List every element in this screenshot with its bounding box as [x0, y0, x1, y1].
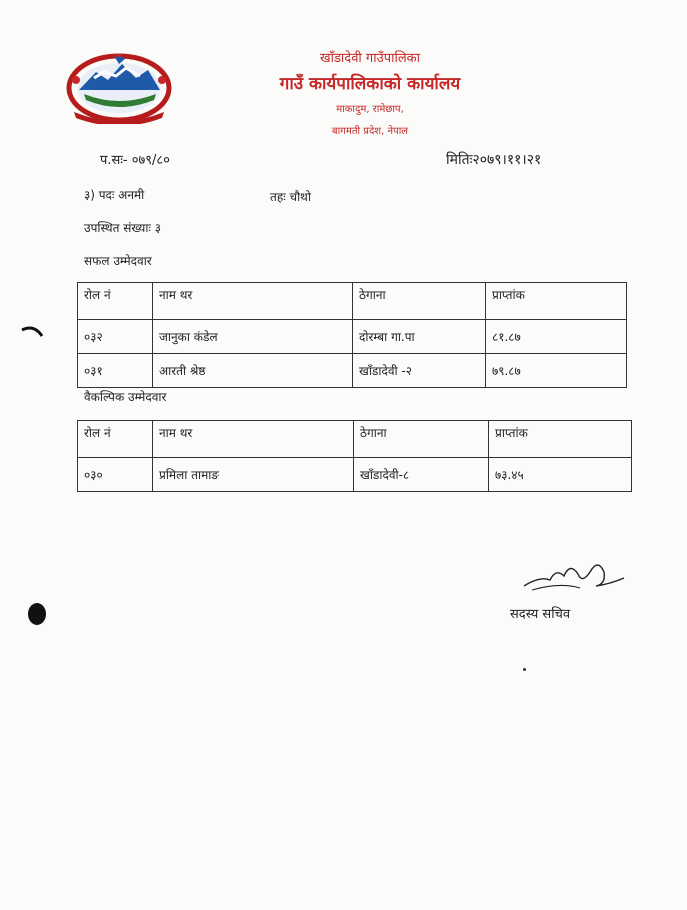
candidate-address: खाँडादेवी-८: [354, 458, 489, 492]
column-header: रोल नं: [78, 421, 153, 458]
level-label: तहः चौथो: [270, 190, 311, 204]
nepal-emblem-icon: [64, 50, 174, 124]
candidate-score: ७३.४५: [489, 458, 632, 492]
successful-candidates-table: [77, 282, 627, 388]
column-header: ठेगाना: [354, 421, 489, 458]
attendance-count: उपस्थित संख्याः ३: [84, 221, 161, 235]
column-header: नाम थर: [153, 421, 354, 458]
candidate-name: प्रमिला तामाङ: [153, 458, 354, 492]
table-row: [78, 354, 627, 388]
scan-mark: [18, 320, 48, 350]
column-header: प्राप्तांक: [486, 283, 627, 320]
roll-number: ०३१: [78, 354, 153, 388]
candidate-score: ८१.८७: [486, 320, 627, 354]
table-header-row: [78, 421, 632, 458]
column-header: रोल नं: [78, 283, 153, 320]
scan-dot: [523, 668, 526, 671]
roll-number: ०३२: [78, 320, 153, 354]
binder-hole: [28, 603, 46, 625]
candidate-address: खाँडादेवी -२: [353, 354, 486, 388]
candidate-name: जानुका कंडेल: [153, 320, 353, 354]
column-header: ठेगाना: [353, 283, 486, 320]
table-row: [78, 458, 632, 492]
successful-heading: सफल उम्मेदवार: [84, 254, 152, 268]
office-title: गाउँ कार्यपालिकाको कार्यालय: [279, 74, 461, 94]
candidate-address: दोरम्बा गा.पा: [353, 320, 486, 354]
signature-icon: [520, 554, 630, 594]
table-header-row: [78, 283, 627, 320]
document-date: मितिः२०७९।११।२१: [446, 152, 542, 168]
signatory-title: सदस्य सचिव: [510, 607, 571, 622]
candidate-score: ७९.८७: [486, 354, 627, 388]
table-row: [78, 320, 627, 354]
reference-number: प.सः- ०७९/८०: [100, 153, 170, 168]
alternate-heading: वैकल्पिक उम्मेदवार: [84, 390, 167, 404]
municipality-name: खाँडादेवी गाउँपालिका: [319, 51, 421, 66]
address-line-2: बागमती प्रदेश, नेपाल: [331, 126, 409, 137]
letterhead: [230, 50, 510, 140]
column-header: प्राप्तांक: [489, 421, 632, 458]
column-header: नाम थर: [153, 283, 353, 320]
address-line-1: माकादुम, रामेछाप,: [336, 104, 404, 115]
candidate-name: आरती श्रेष्ठ: [153, 354, 353, 388]
post-label: ३) पदः अनमी: [84, 188, 145, 202]
alternate-candidates-table: [77, 420, 632, 492]
roll-number: ०३०: [78, 458, 153, 492]
